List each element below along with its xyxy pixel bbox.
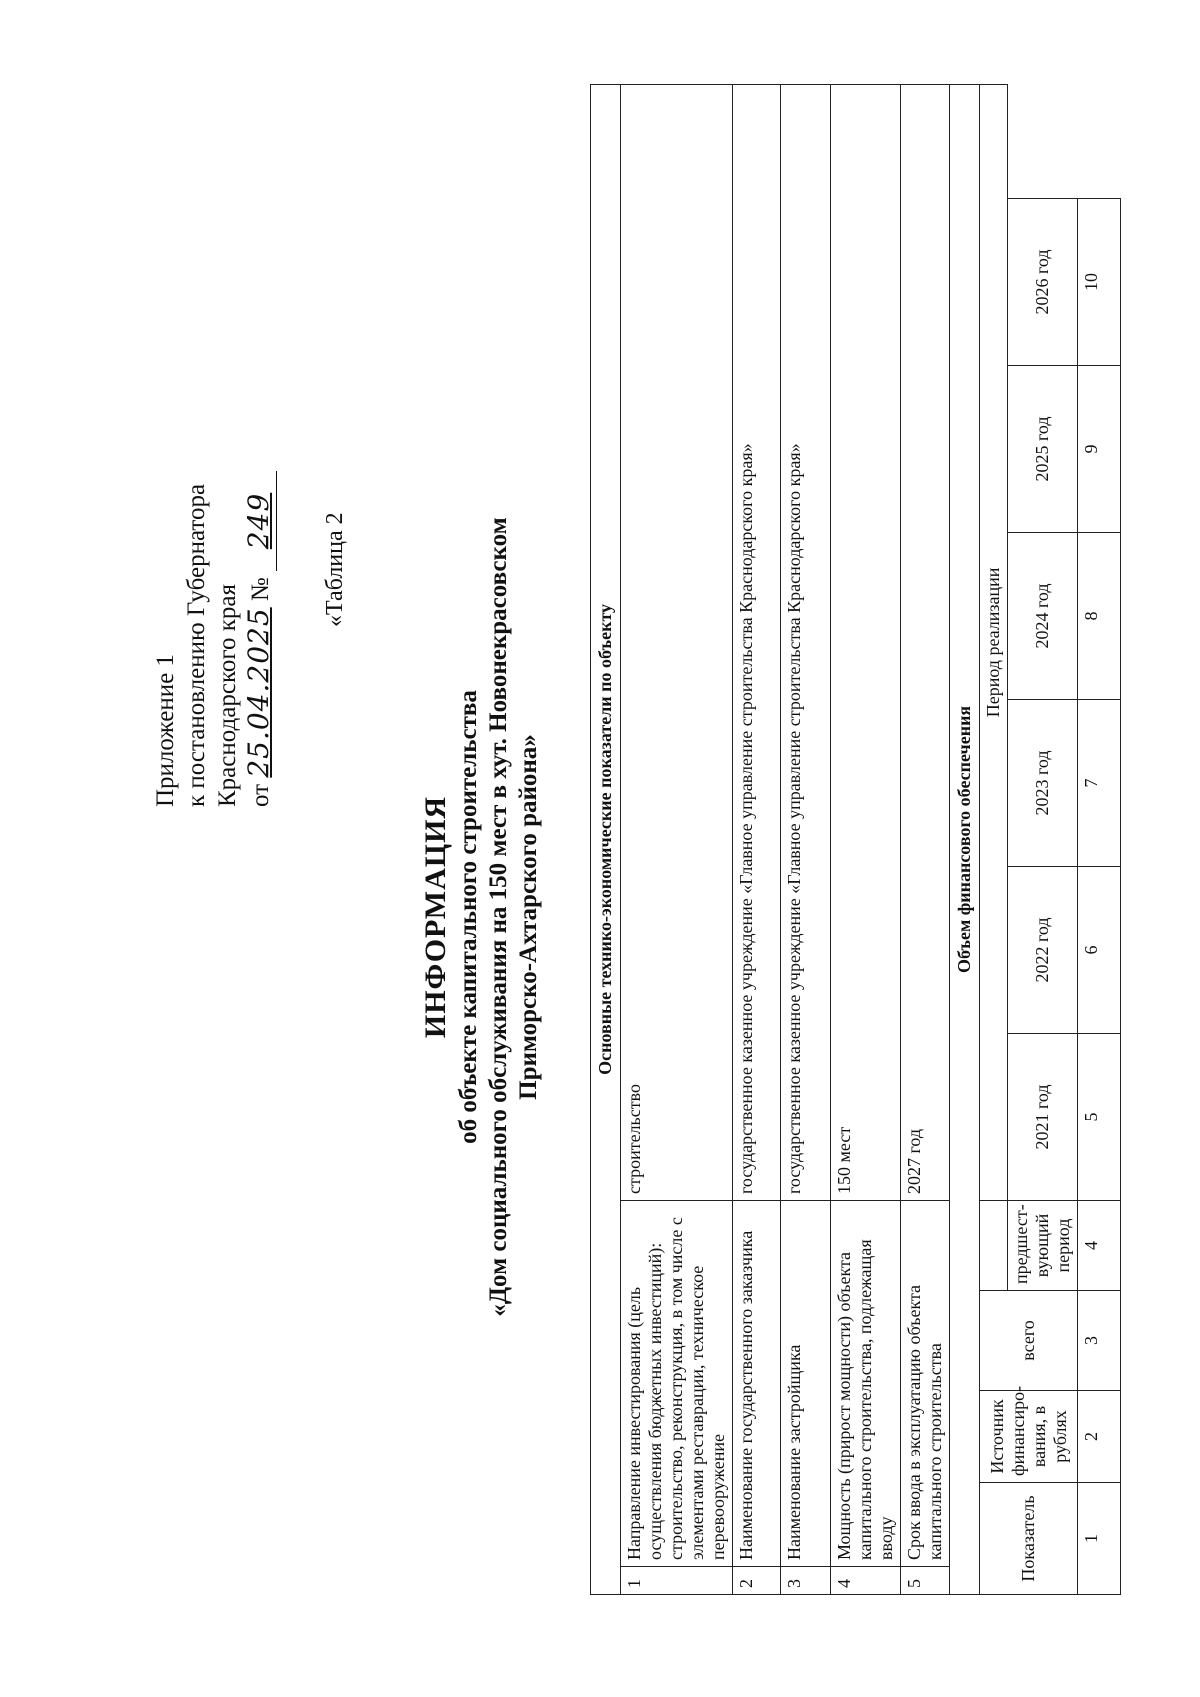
row-label: Наименование государственного заказчика [733,1201,781,1567]
header-2025: 2025 год [1008,366,1078,533]
handwritten-date: 25.04.2025 [242,607,275,778]
table-row [901,84,950,1594]
column-number: 4 [1078,1201,1121,1291]
heading-title: ИНФОРМАЦИЯ [419,795,452,1039]
column-number: 5 [1078,1034,1121,1201]
section-title-indicators: Основные технико-экономические показатели по объекту [591,84,621,1594]
table-row [621,84,733,1594]
row-number: 2 [733,1567,781,1595]
number-label: № [247,577,274,602]
row-label: Срок ввода в эксплуатацию объекта капитального строительства [901,1201,950,1567]
header-2024: 2024 год [1008,533,1078,700]
table-row [831,84,901,1594]
column-number: 8 [1078,533,1121,700]
column-number: 9 [1078,366,1121,533]
header-source: Источник финансиро-вания, в рублях [980,1391,1078,1483]
column-number: 7 [1078,700,1121,867]
header-2026: 2026 год [1008,199,1078,366]
appendix-date-line [243,167,277,807]
row-value: строительство [621,84,733,1200]
row-value: 150 мест [831,84,901,1200]
column-number-row [1078,84,1121,1594]
row-label: Направление инвестирования (цель осуществления бюджетных инвестиций): строительство, реконструкция, в том числе с элементами реставрации, техническое перевооружение [621,1201,733,1567]
heading-line-4: Приморско-Ахтарского района» [515,734,542,1100]
appendix-line-3: Краснодарского края [214,584,241,807]
heading-line-2: об объекте капитального строительства [455,690,482,1144]
info-table [590,84,1121,1595]
table-reference: «Таблица 2 [322,512,348,627]
table-row [733,84,781,1594]
header-2021: 2021 год [1008,1034,1078,1201]
header-period: Период реализации [980,84,1008,1200]
section-title-financing: Объем финансового обеспечения [950,84,980,1594]
header-2023: 2023 год [1008,700,1078,867]
column-number: 10 [1078,199,1121,366]
heading-line-3: «Дом социального обслуживания на 150 мест в хут. Новонекрасовском [485,517,512,1317]
row-value: государственное казенное учреждение «Главное управление строительства Краснодарского края» [733,84,781,1200]
table-row [781,84,831,1594]
row-value: 2027 год [901,84,950,1200]
row-label: Наименование застройщика [781,1201,831,1567]
appendix-line-1: Приложение 1 [152,654,179,807]
row-number: 3 [781,1567,831,1595]
document-heading [418,317,544,1517]
header-blank [980,1201,1008,1291]
row-value: государственное казенное учреждение «Главное управление строительства Краснодарского края» [781,84,831,1200]
row-number: 4 [831,1567,901,1595]
header-2022: 2022 год [1008,867,1078,1034]
column-number: 1 [1078,1483,1121,1595]
header-total: всего [980,1291,1078,1391]
row-number: 1 [621,1567,733,1595]
header-previous: предшест-вующий период [1008,1201,1078,1291]
row-label: Мощность (прирост мощности) объекта капитального строительства, подлежащая вводу [831,1201,901,1567]
column-number: 3 [1078,1291,1121,1391]
table-header-row [980,84,1008,1594]
appendix-block [150,167,277,807]
column-number: 2 [1078,1391,1121,1483]
header-indicator: Показатель [980,1483,1078,1595]
column-number: 6 [1078,867,1121,1034]
row-number: 5 [901,1567,950,1595]
from-label: от [247,783,274,807]
appendix-line-2: к постановлению Губернатора [183,483,210,807]
handwritten-number: 249 [242,492,275,550]
